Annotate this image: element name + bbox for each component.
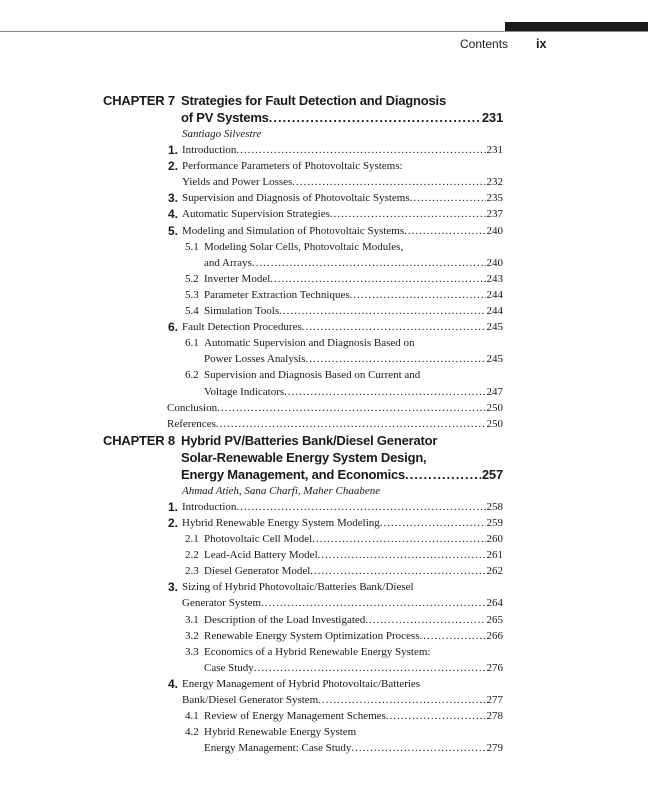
section-title-text: Automatic Supervision and Diagnosis Based on xyxy=(204,337,415,350)
section-page-number: 277 xyxy=(486,694,503,706)
section-page-number: 237 xyxy=(486,208,503,221)
toc-entry[interactable] xyxy=(0,628,648,644)
section-title-text: Introduction xyxy=(182,500,237,513)
section-title-text: Yields and Power Losses xyxy=(182,176,293,189)
section-title-text: Supervision and Diagnosis of Photovoltaic Systems xyxy=(182,192,410,205)
section-page-number: 265 xyxy=(486,613,503,626)
section-title-text: Supervision and Diagnosis Based on Current and xyxy=(204,369,421,382)
author-line xyxy=(0,483,648,499)
section-title[interactable] xyxy=(204,239,403,255)
section-title[interactable] xyxy=(204,384,503,400)
section-title-text: Automatic Supervision Strategies xyxy=(182,208,330,221)
chapter-page-number: 231 xyxy=(481,110,503,125)
chapter-title-text: Solar-Renewable Energy System Design, xyxy=(181,449,427,465)
section-title-text: Lead-Acid Battery Model xyxy=(204,549,318,562)
section-page-number: 266 xyxy=(486,629,503,642)
dot-leader xyxy=(380,515,486,531)
toc-entry[interactable] xyxy=(0,692,648,708)
section-number: 5.2 xyxy=(185,272,199,285)
section-title-text: Performance Parameters of Photovoltaic Systems: xyxy=(182,160,403,173)
section-title-text: References xyxy=(167,417,216,430)
chapter-authors: Santiago Silvestre xyxy=(182,128,262,140)
section-number: 3.3 xyxy=(185,645,199,658)
toc-entry[interactable] xyxy=(0,676,648,692)
chapter-title-line[interactable] xyxy=(0,109,648,126)
dot-leader xyxy=(269,109,481,126)
dot-leader xyxy=(236,142,485,158)
author-line xyxy=(0,126,648,142)
section-page-number: 258 xyxy=(486,500,503,513)
section-title-text: Modeling and Simulation of Photovoltaic Systems xyxy=(182,224,405,237)
section-title[interactable] xyxy=(182,499,503,515)
section-title-text: Case Study xyxy=(204,661,254,674)
section-title[interactable] xyxy=(204,255,503,271)
section-title[interactable] xyxy=(182,579,414,595)
chapter-title-line[interactable] xyxy=(0,449,648,466)
dot-leader xyxy=(419,628,485,644)
section-number: 3.1 xyxy=(185,613,199,626)
section-page-number: 243 xyxy=(486,272,503,285)
toc-entry[interactable] xyxy=(0,660,648,676)
section-title-text: Hybrid Renewable Energy System Modeling xyxy=(182,516,380,529)
dot-leader xyxy=(318,692,485,708)
section-title-text: Generator System xyxy=(182,597,262,610)
section-title[interactable] xyxy=(182,319,503,335)
running-title: Contents xyxy=(460,37,509,51)
section-title[interactable] xyxy=(204,660,503,676)
dot-leader xyxy=(261,595,485,611)
toc-entry[interactable] xyxy=(0,142,648,158)
section-number: 2.2 xyxy=(185,549,199,562)
section-number: 2.3 xyxy=(185,565,199,578)
section-page-number: 250 xyxy=(486,401,503,414)
section-number: 5. xyxy=(167,223,178,238)
toc-entry[interactable] xyxy=(0,335,648,351)
chapter-title[interactable] xyxy=(181,109,503,126)
dot-leader xyxy=(350,287,486,303)
chapter-block xyxy=(0,92,648,432)
section-number: 1. xyxy=(167,499,178,514)
section-page-number: 244 xyxy=(486,288,503,301)
section-title-text: Power Losses Analysis xyxy=(204,353,306,366)
section-title-text: Bank/Diesel Generator System xyxy=(182,694,319,706)
table-of-contents xyxy=(0,92,648,756)
toc-entry[interactable] xyxy=(0,384,648,400)
section-title[interactable] xyxy=(204,335,415,351)
section-number: 4.2 xyxy=(185,726,199,739)
section-page-number: 264 xyxy=(486,597,503,610)
chapter-title-text: Energy Management, and Economics xyxy=(181,466,406,482)
dot-leader xyxy=(270,271,485,287)
section-number: 6. xyxy=(167,320,178,335)
chapter-page-number: 257 xyxy=(481,466,503,482)
section-page-number: 240 xyxy=(486,224,503,237)
toc-entry[interactable] xyxy=(0,612,648,628)
dot-leader xyxy=(252,255,486,271)
section-title-text: Inverter Model xyxy=(204,272,271,285)
dot-leader xyxy=(330,206,486,222)
section-title[interactable] xyxy=(204,303,503,319)
toc-entry[interactable] xyxy=(0,547,648,563)
section-title-text: Photovoltaic Cell Model xyxy=(204,533,313,546)
section-title-text: and Arrays xyxy=(204,256,252,269)
section-title[interactable] xyxy=(204,531,503,547)
section-page-number: 250 xyxy=(486,417,503,430)
section-number: 3.2 xyxy=(185,629,199,642)
section-title[interactable] xyxy=(204,547,503,563)
section-page-number: 245 xyxy=(486,321,503,334)
chapter-title[interactable] xyxy=(181,432,437,449)
dot-leader xyxy=(318,547,486,563)
section-title-text: Energy Management of Hybrid Photovoltaic/Batteries xyxy=(182,677,421,690)
section-number: 6.2 xyxy=(185,369,199,382)
section-title-text: Hybrid Renewable Energy System xyxy=(204,726,357,739)
toc-entry[interactable] xyxy=(0,579,648,595)
dot-leader xyxy=(310,563,485,579)
section-title[interactable] xyxy=(204,287,503,303)
dot-leader xyxy=(312,531,485,547)
section-title[interactable] xyxy=(204,271,503,287)
toc-entry[interactable] xyxy=(0,239,648,255)
toc-entry[interactable] xyxy=(0,287,648,303)
dot-leader xyxy=(292,174,485,190)
section-number: 2.1 xyxy=(185,533,199,546)
section-title-text: Review of Energy Management Schemes xyxy=(204,710,386,723)
section-title-text: Economics of a Hybrid Renewable Energy System: xyxy=(204,645,431,658)
section-title-text: Introduction xyxy=(182,144,237,157)
toc-entry[interactable] xyxy=(0,351,648,367)
section-title[interactable] xyxy=(204,708,503,724)
section-title[interactable] xyxy=(204,628,503,644)
toc-entry[interactable] xyxy=(0,400,648,416)
chapter-title-line[interactable] xyxy=(0,432,648,449)
toc-entry[interactable] xyxy=(0,271,648,287)
chapter-authors: Ahmad Atieh, Sana Charfi, Maher Chaabene xyxy=(182,484,381,497)
section-page-number: 260 xyxy=(486,533,503,546)
section-title-text: Modeling Solar Cells, Photovoltaic Modules, xyxy=(204,240,404,253)
section-title[interactable] xyxy=(204,724,356,740)
dot-leader xyxy=(302,319,486,335)
section-number: 2. xyxy=(167,515,178,530)
section-page-number: 235 xyxy=(486,192,503,205)
toc-entry[interactable] xyxy=(0,367,648,383)
toc-entry[interactable] xyxy=(0,531,648,547)
chapter-title-line[interactable] xyxy=(0,92,648,109)
section-title-text: Description of the Load Investigated xyxy=(204,613,366,626)
section-number: 4. xyxy=(167,207,178,222)
toc-entry[interactable] xyxy=(0,499,648,515)
toc-entry[interactable] xyxy=(0,740,648,756)
dot-leader xyxy=(404,223,485,239)
toc-entry[interactable] xyxy=(0,303,648,319)
dot-leader xyxy=(284,384,485,400)
section-title-text: Fault Detection Procedures xyxy=(182,321,302,334)
chapter-label: CHAPTER 8 xyxy=(103,432,175,448)
section-title[interactable] xyxy=(182,692,503,708)
section-title[interactable] xyxy=(204,563,503,579)
section-page-number: 276 xyxy=(486,661,503,674)
section-page-number: 232 xyxy=(486,176,503,189)
section-title-text: Renewable Energy System Optimization Process xyxy=(204,629,420,642)
section-title[interactable] xyxy=(204,351,503,367)
toc-entry[interactable] xyxy=(0,644,648,660)
toc-entry[interactable] xyxy=(0,724,648,740)
section-title-text: Voltage Indicators xyxy=(204,385,285,398)
chapter-title-text: of PV Systems xyxy=(181,110,269,125)
section-title-text: Parameter Extraction Techniques xyxy=(204,288,350,301)
section-number: 2. xyxy=(167,159,178,174)
section-title[interactable] xyxy=(182,676,420,692)
section-page-number: 259 xyxy=(486,516,503,529)
section-title[interactable] xyxy=(182,142,503,158)
toc-entry[interactable] xyxy=(0,595,648,611)
section-number: 4.1 xyxy=(185,710,199,723)
section-page-number: 278 xyxy=(486,710,503,723)
dot-leader xyxy=(410,190,486,206)
section-title[interactable] xyxy=(182,223,503,239)
section-number: 3. xyxy=(167,191,178,206)
section-page-number: 245 xyxy=(486,353,503,366)
toc-entry[interactable] xyxy=(0,223,648,239)
section-title-text: Conclusion xyxy=(167,401,218,414)
dot-leader xyxy=(236,499,485,515)
section-title[interactable] xyxy=(182,595,503,611)
toc-entry[interactable] xyxy=(0,416,648,432)
section-title[interactable] xyxy=(182,206,503,222)
toc-entry[interactable] xyxy=(0,206,648,222)
section-number: 5.1 xyxy=(185,240,199,253)
toc-entry[interactable] xyxy=(0,190,648,206)
chapter-title[interactable] xyxy=(181,466,503,483)
dot-leader xyxy=(405,466,481,483)
dot-leader xyxy=(351,740,485,756)
section-title[interactable] xyxy=(204,740,503,756)
section-title-text: Diesel Generator Model xyxy=(204,565,311,578)
dot-leader xyxy=(216,416,486,432)
section-page-number: 247 xyxy=(486,385,503,398)
toc-entry[interactable] xyxy=(0,319,648,335)
chapter-title[interactable] xyxy=(181,449,426,466)
toc-entry[interactable] xyxy=(0,515,648,531)
section-number: 6.1 xyxy=(185,337,199,350)
page-number: ix xyxy=(536,37,547,51)
section-number: 5.4 xyxy=(185,305,199,318)
chapter-block xyxy=(0,432,648,757)
chapter-label: CHAPTER 7 xyxy=(103,93,175,108)
section-number: 4. xyxy=(167,676,178,691)
section-page-number: 231 xyxy=(486,144,503,157)
dot-leader xyxy=(279,303,485,319)
section-page-number: 279 xyxy=(486,742,503,755)
section-title[interactable] xyxy=(182,158,403,174)
section-number: 1. xyxy=(167,143,178,158)
section-page-number: 244 xyxy=(486,305,503,318)
section-title[interactable] xyxy=(167,416,503,432)
section-title[interactable] xyxy=(182,190,503,206)
section-title-text: Energy Management: Case Study xyxy=(204,742,352,755)
section-number: 5.3 xyxy=(185,288,199,301)
section-title-text: Simulation Tools xyxy=(204,305,280,318)
toc-entry[interactable] xyxy=(0,708,648,724)
toc-entry[interactable] xyxy=(0,563,648,579)
section-page-number: 261 xyxy=(486,549,503,562)
section-title-text: Sizing of Hybrid Photovoltaic/Batteries Bank/Diesel xyxy=(182,581,414,594)
section-number: 3. xyxy=(167,580,178,595)
section-title[interactable] xyxy=(182,174,503,190)
section-title[interactable] xyxy=(204,367,420,383)
toc-entry[interactable] xyxy=(0,158,648,174)
toc-entry[interactable] xyxy=(0,255,648,271)
section-title[interactable] xyxy=(204,612,503,628)
section-title[interactable] xyxy=(167,400,503,416)
dot-leader xyxy=(305,351,485,367)
header-rule xyxy=(0,31,648,32)
dot-leader xyxy=(217,400,485,416)
toc-entry[interactable] xyxy=(0,174,648,190)
dot-leader xyxy=(386,708,486,724)
chapter-title[interactable] xyxy=(181,92,446,109)
section-title[interactable] xyxy=(204,644,430,660)
dot-leader xyxy=(254,660,486,676)
chapter-title-line[interactable] xyxy=(0,466,648,483)
dot-leader xyxy=(365,612,485,628)
chapter-title-text: Hybrid PV/Batteries Bank/Diesel Generator xyxy=(181,432,438,448)
section-title[interactable] xyxy=(182,515,503,531)
section-page-number: 240 xyxy=(486,256,503,269)
section-page-number: 262 xyxy=(486,565,503,578)
header-bar xyxy=(505,22,648,31)
chapter-title-text: Strategies for Fault Detection and Diagnosis xyxy=(181,93,446,108)
